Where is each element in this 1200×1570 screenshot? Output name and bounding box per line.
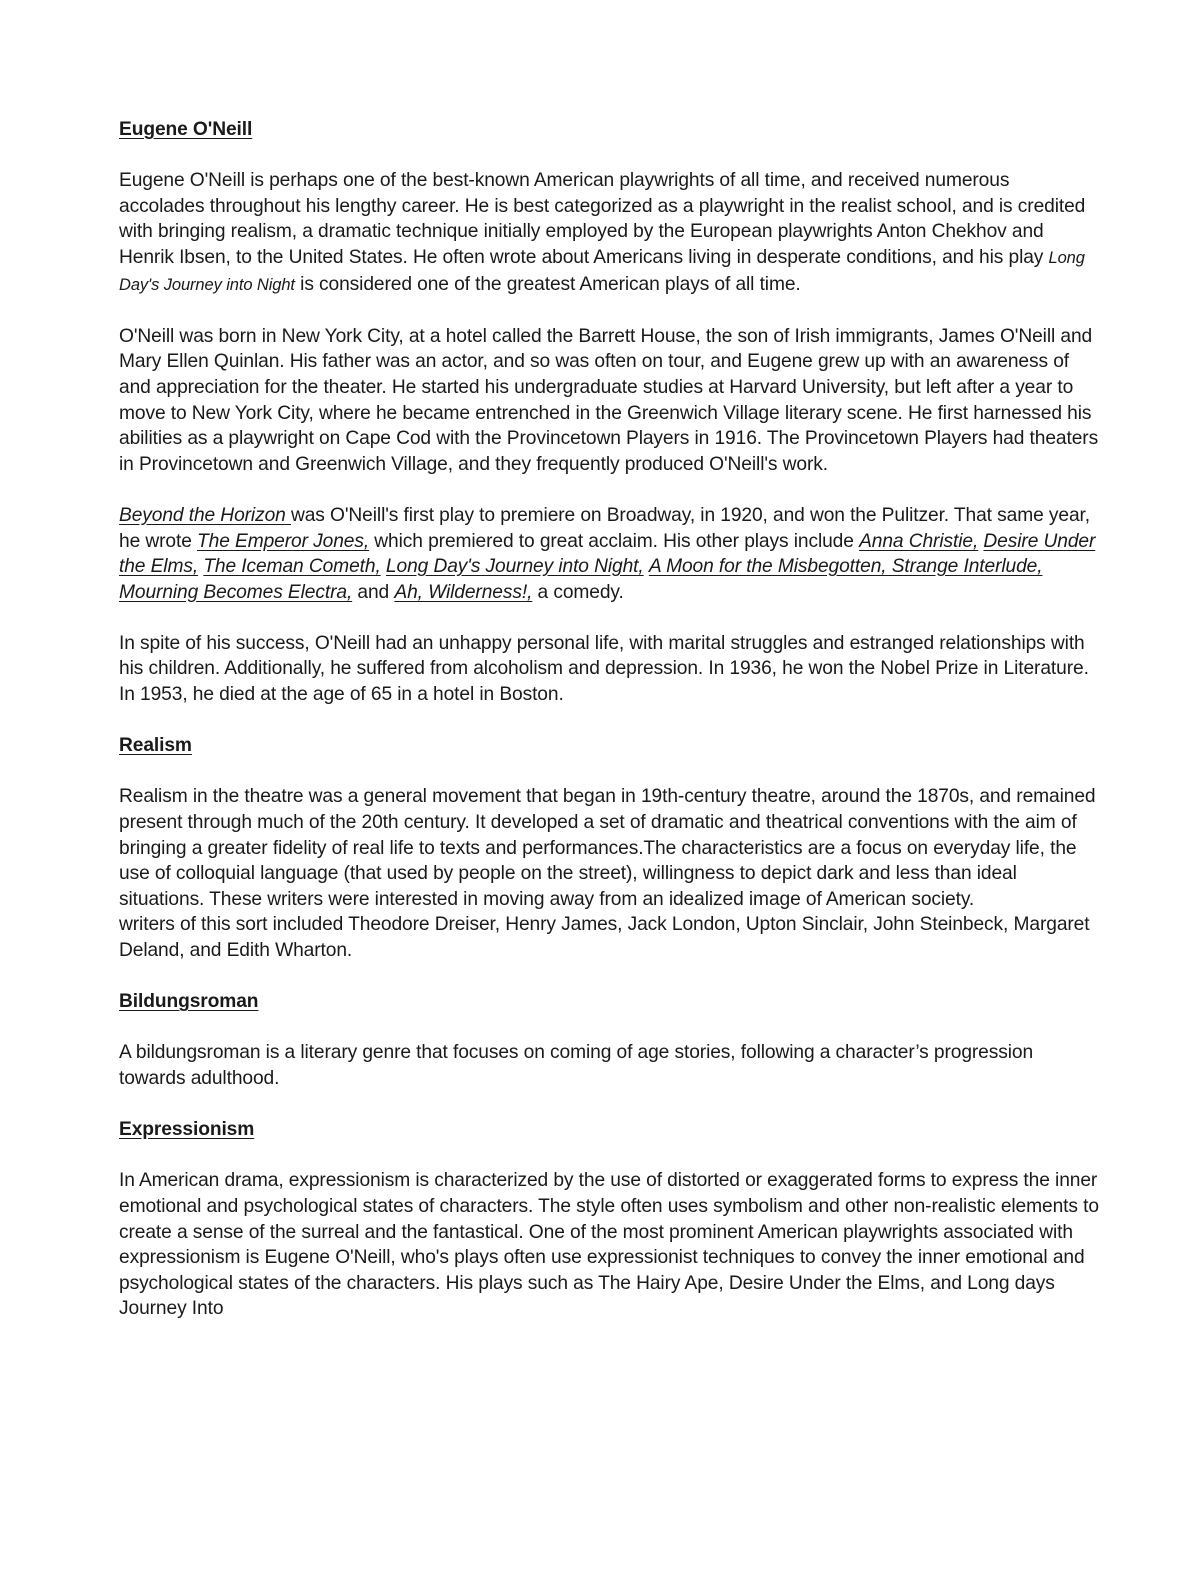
play-title-desire-under-the-elms: Desire Under the Elms, xyxy=(119,530,1096,578)
paragraph-text: and xyxy=(352,581,395,603)
paragraph-oneill-plays xyxy=(119,503,1099,605)
paragraph-text: was O'Neill's first play to premiere on Broadway, in 1920, and won the Pulitzer. That same year, he wrote xyxy=(119,504,1090,552)
paragraph-realism-writers: writers of this sort included Theodore Dreiser, Henry James, Jack London, Upton Sinclair, John Steinbeck, Margaret Deland, and Edith Wharton. xyxy=(119,914,1090,961)
play-title-beyond-the-horizon: Beyond the Horizon xyxy=(119,504,291,526)
paragraph-realism-definition: Realism in the theatre was a general movement that began in 19th-century theatre, around the 1870s, and remained present through much of the 20th century. It developed a set of dramatic and theatrical conventions with the aim of bringing a greater fidelity of real life to texts and performances.The characteristics are a focus on everyday life, the use of colloquial language (that used by people on the street), willingness to depict dark and less than ideal situations. These writers were interested in moving away from an idealized image of American society. xyxy=(119,786,1096,910)
section-heading-expressionism: Expressionism xyxy=(119,1119,255,1141)
paragraph-bildungsroman-definition: A bildungsroman is a literary genre that focuses on coming of age stories, following a character’s progression towards adulthood. xyxy=(119,1042,1034,1089)
section-heading-bildungsroman: Bildungsroman xyxy=(119,991,259,1013)
paragraph-text: is considered one of the greatest American plays of all time. xyxy=(294,273,801,295)
section-heading-eugene-oneill: Eugene O'Neill xyxy=(119,119,253,140)
play-title-long-days-journey: Long Day's Journey into Night, xyxy=(385,556,644,578)
paragraph-text: a comedy. xyxy=(532,581,624,603)
play-title-the-iceman-cometh: The Iceman Cometh, xyxy=(203,556,381,578)
section-heading-realism: Realism xyxy=(119,735,192,757)
play-title-ah-wilderness: Ah, Wilderness!, xyxy=(394,581,533,603)
paragraph-expressionism-definition: In American drama, expressionism is characterized by the use of distorted or exaggerated forms to express the inner emotional and psychological states of characters. The style often uses symbolism and other non-realistic elements to create a sense of the surreal and the fantastical. One of the most prominent American playwrights associated with expressionism is Eugene O'Neill, who's plays often use expressionist techniques to convey the inner emotional and psychological states of the characters. His plays such as The Hairy Ape, Desire Under the Elms, and Long days Journey Into xyxy=(119,1170,1099,1320)
play-title-the-emperor-jones: The Emperor Jones, xyxy=(197,530,370,552)
paragraph-oneill-intro xyxy=(119,168,1099,298)
paragraph-oneill-biography: O'Neill was born in New York City, at a hotel called the Barrett House, the son of Irish immigrants, James O'Neill and Mary Ellen Quinlan. His father was an actor, and so was often on tour, and Eugene grew up with an awareness of and appreciation for the theater. He started his undergraduate studies at Harvard University, but left after a year to move to New York City, where he became entrenched in the Greenwich Village literary scene. He first harnessed his abilities as a playwright on Cape Cod with the Provincetown Players in 1916. The Provincetown Players had theaters in Provincetown and Greenwich Village, and they frequently produced O'Neill's work. xyxy=(119,325,1099,475)
paragraph-text: Eugene O'Neill is perhaps one of the best-known American playwrights of all time, and received numerous accolades throughout his lengthy career. He is best categorized as a playwright in the realist school, and is credited with bringing realism, a dramatic technique initially employed by the European playwrights Anton Chekhov and Henrik Ibsen, to the United States. He often wrote about Americans living in desperate conditions, and his play xyxy=(119,170,1086,268)
paragraph-oneill-personal-life: In spite of his success, O'Neill had an unhappy personal life, with marital struggles and estranged relationships with his children. Additionally, he suffered from alcoholism and depression. In 1936, he won the Nobel Prize in Literature. In 1953, he died at the age of 65 in a hotel in Boston. xyxy=(119,632,1089,706)
play-title-anna-christie: Anna Christie, xyxy=(859,530,979,552)
paragraph-text: which premiered to great acclaim. His other plays include xyxy=(369,530,860,552)
play-title: Long Day's Journey into Night xyxy=(119,248,1085,294)
document-body xyxy=(119,117,1099,1322)
play-title-list: A Moon for the Misbegotten, Strange Interlude, Mourning Becomes Electra, xyxy=(119,556,1043,603)
